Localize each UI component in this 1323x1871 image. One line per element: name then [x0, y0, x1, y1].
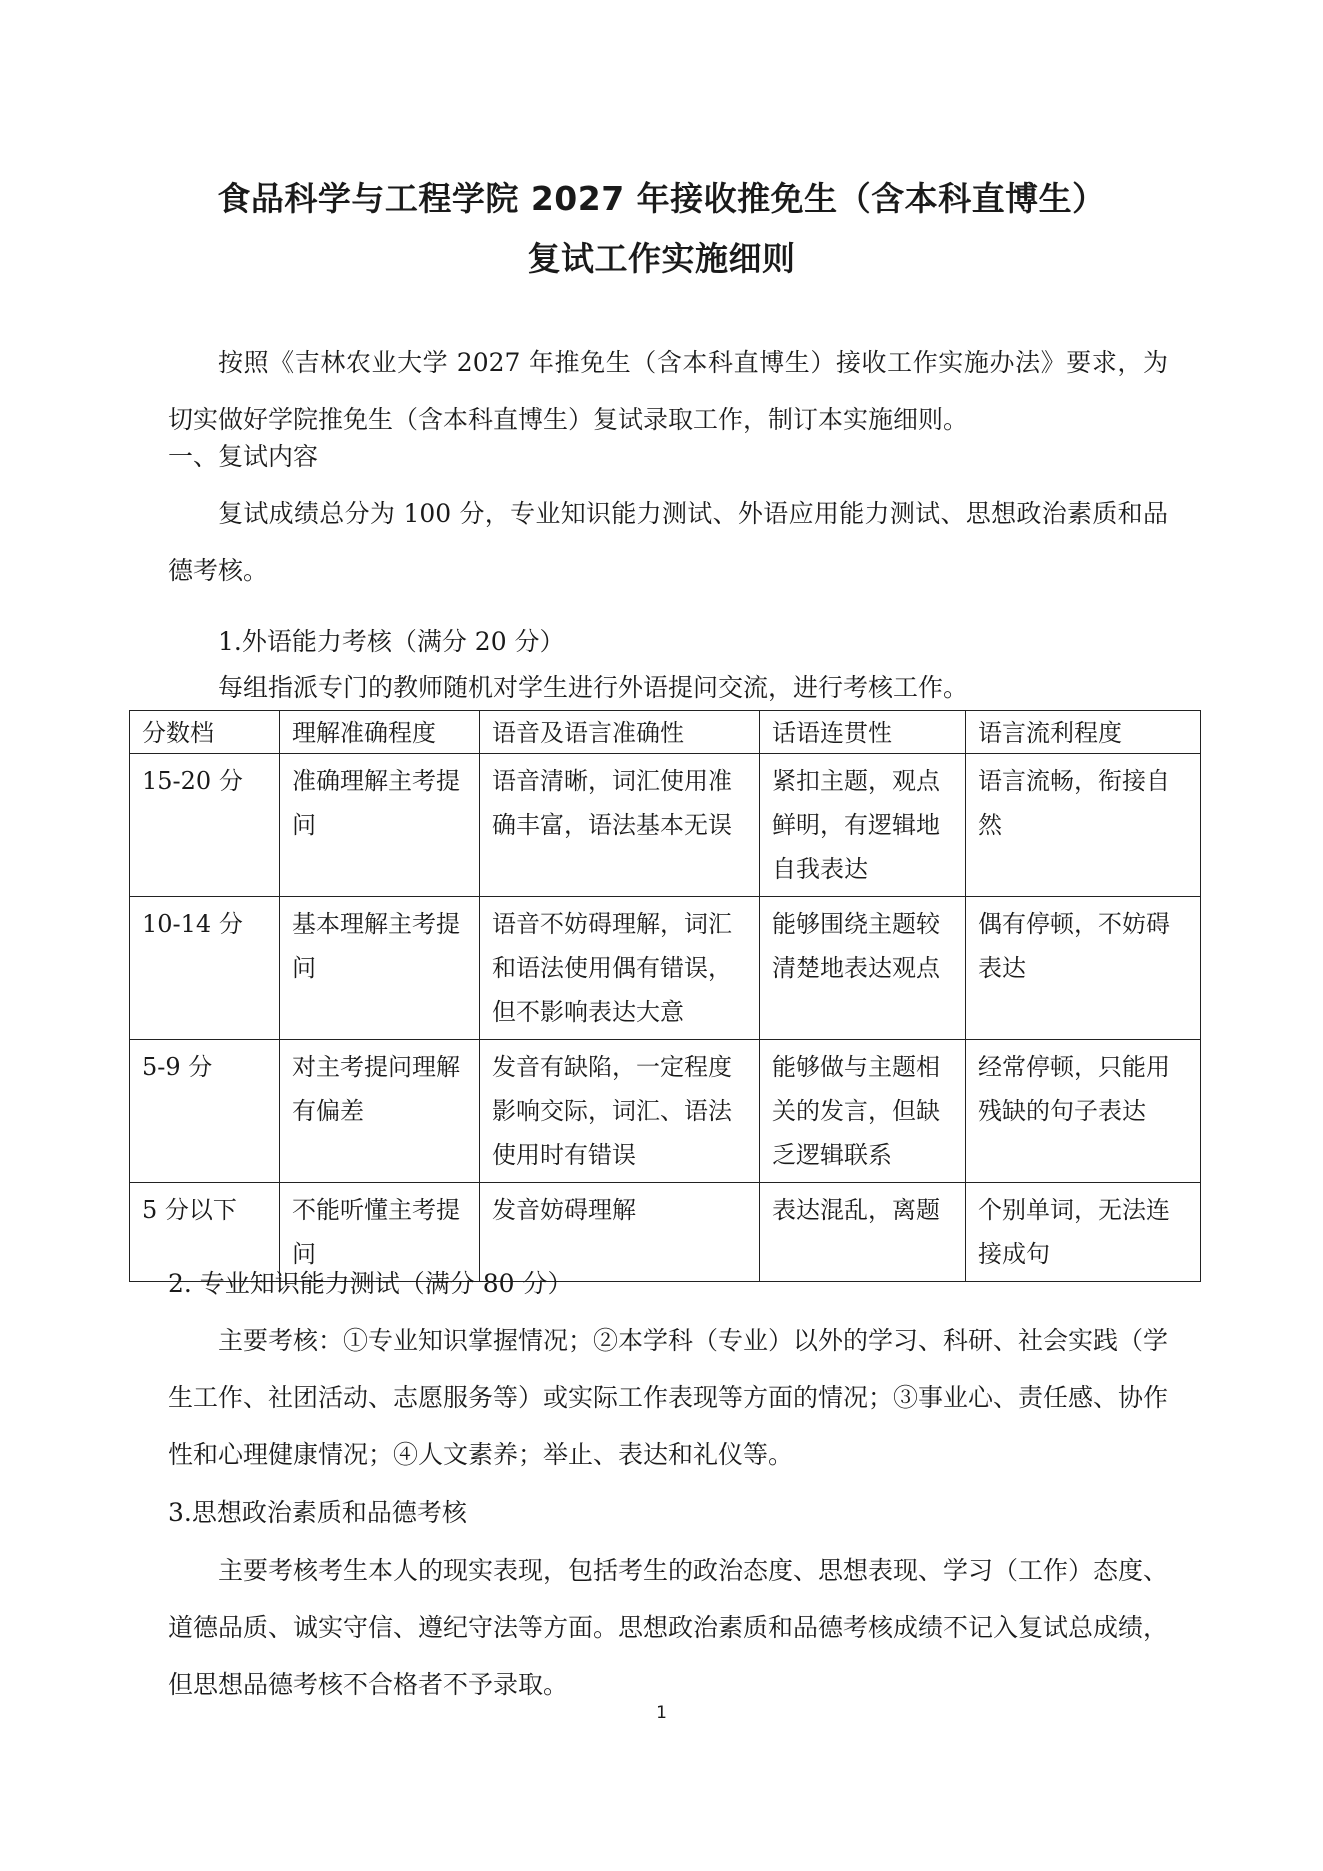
section1-paragraph: 复试成绩总分为 100 分，专业知识能力测试、外语应用能力测试、思想政治素质和品德考核。: [168, 499, 1168, 585]
intro-paragraph: 按照《吉林农业大学 2027 年推免生（含本科直博生）接收工作实施办法》要求，为切实做好学院推免生（含本科直博生）复试录取工作，制订本实施细则。: [168, 348, 1168, 434]
table-cell: 10-14 分: [130, 897, 280, 1040]
item2-paragraph: 主要考核：①专业知识掌握情况；②本学科（专业）以外的学习、科研、社会实践（学生工作、社团活动、志愿服务等）或实际工作表现等方面的情况；③事业心、责任感、协作性和心理健康情况；④人文素养；举止、表达和礼仪等。: [168, 1326, 1169, 1469]
item3-heading: 3.思想政治素质和品德考核: [168, 1498, 467, 1527]
table-cell: 不能听懂主考提问: [280, 1183, 480, 1282]
item1-heading: 1.外语能力考核（满分 20 分）: [218, 627, 565, 656]
table-cell: 5 分以下: [130, 1183, 280, 1282]
table-cell: 准确理解主考提问: [280, 754, 480, 897]
item3-paragraph: 主要考核考生本人的现实表现，包括考生的政治态度、思想表现、学习（工作）态度、道德品质、诚实守信、遵纪守法等方面。思想政治素质和品德考核成绩不记入复试总成绩，但思想品德考核不合格者不予录取。: [168, 1556, 1169, 1699]
table-cell: 基本理解主考提问: [280, 897, 480, 1040]
table-cell: 紧扣主题，观点鲜明，有逻辑地自我表达: [760, 754, 966, 897]
item1-paragraph: 每组指派专门的教师随机对学生进行外语提问交流，进行考核工作。: [218, 673, 969, 702]
document-title-line1: 食品科学与工程学院 2027 年接收推免生（含本科直博生）: [217, 179, 1106, 218]
table-cell: 经常停顿，只能用残缺的句子表达: [966, 1040, 1201, 1183]
table-cell: 对主考提问理解有偏差: [280, 1040, 480, 1183]
scoring-table: [129, 710, 1201, 1282]
table-row: [130, 754, 1201, 897]
table-header-cell: 分数档: [130, 711, 280, 754]
item2-heading: 2. 专业知识能力测试（满分 80 分）: [168, 1269, 573, 1298]
table-cell: 表达混乱，离题: [760, 1183, 966, 1282]
table-row: [130, 897, 1201, 1040]
table-cell: 15-20 分: [130, 754, 280, 897]
table-row: [130, 1040, 1201, 1183]
table-cell: 语音不妨碍理解，词汇和语法使用偶有错误，但不影响表达大意: [480, 897, 760, 1040]
table-cell: 偶有停顿，不妨碍表达: [966, 897, 1201, 1040]
table-cell: 能够做与主题相关的发言，但缺乏逻辑联系: [760, 1040, 966, 1183]
table-header-cell: 语音及语言准确性: [480, 711, 760, 754]
table-cell: 个别单词，无法连接成句: [966, 1183, 1201, 1282]
page-number: 1: [656, 1703, 667, 1723]
table-header-cell: 语言流利程度: [966, 711, 1201, 754]
table-cell: 能够围绕主题较清楚地表达观点: [760, 897, 966, 1040]
table-cell: 发音妨碍理解: [480, 1183, 760, 1282]
table-header-cell: 理解准确程度: [280, 711, 480, 754]
table-cell: 语言流畅，衔接自然: [966, 754, 1201, 897]
table-cell: 5-9 分: [130, 1040, 280, 1183]
table-header-cell: 话语连贯性: [760, 711, 966, 754]
table-cell: 发音有缺陷，一定程度影响交际，词汇、语法使用时有错误: [480, 1040, 760, 1183]
table-cell: 语音清晰，词汇使用准确丰富，语法基本无误: [480, 754, 760, 897]
section1-heading: 一、复试内容: [168, 442, 319, 471]
document-title-line2: 复试工作实施细则: [527, 239, 796, 278]
table-header-row: [130, 711, 1201, 754]
